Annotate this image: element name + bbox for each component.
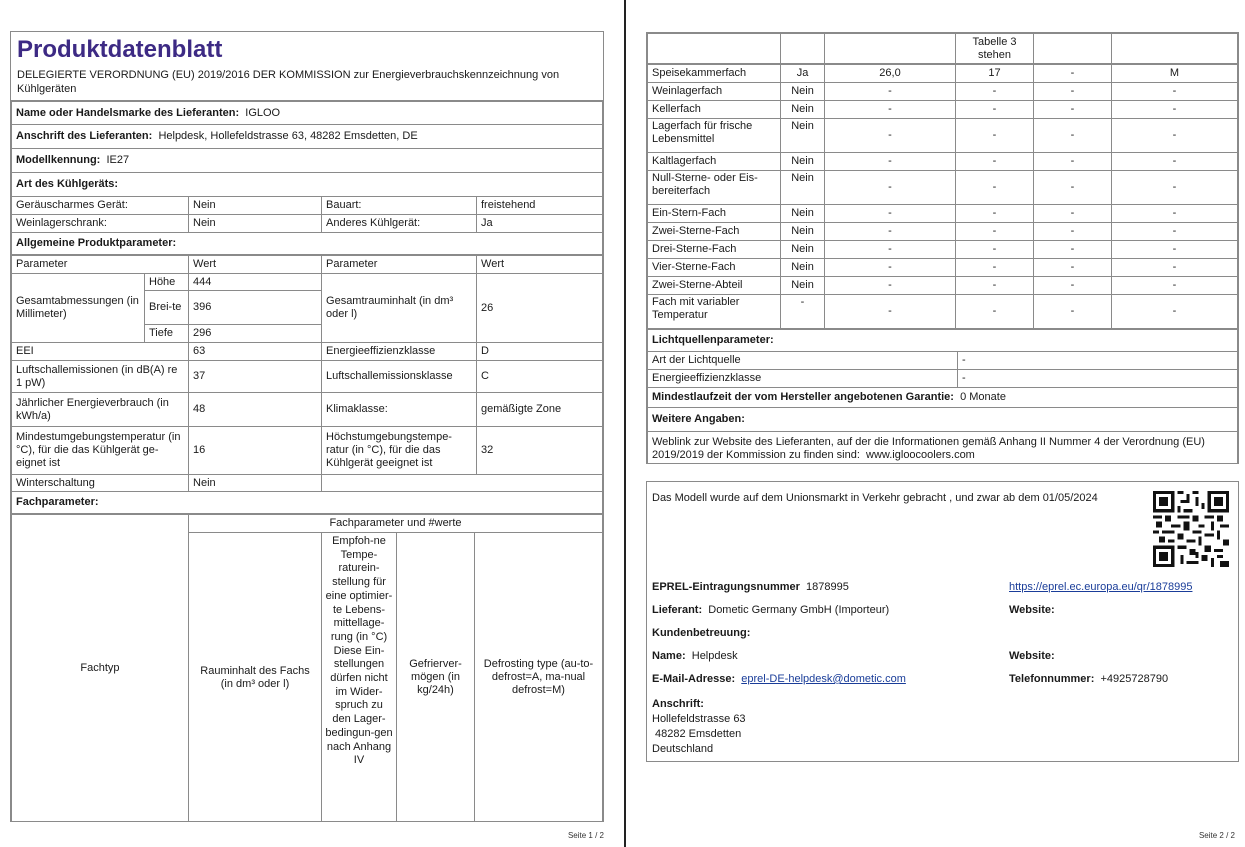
compartment-name: Kaltlagerfach — [648, 153, 781, 171]
more-header: Weitere Angaben: — [648, 408, 1238, 432]
eprel-box — [646, 481, 1239, 762]
lieferant-label: Lieferant: — [652, 604, 703, 616]
kunden-label: Kundenbetreuung: — [652, 627, 751, 639]
compartment-present: Nein — [781, 277, 825, 295]
compartment-defrost: - — [1112, 259, 1238, 277]
name-value: Helpdesk — [691, 650, 738, 662]
eei-value: 63 — [189, 343, 322, 361]
name-label: Name: — [652, 650, 686, 662]
table3-note: Tabelle 3 stehen — [956, 34, 1034, 64]
compartment-row — [648, 223, 1238, 241]
compartment-temp: 17 — [956, 65, 1034, 83]
compartment-row — [648, 259, 1238, 277]
compartment-name: Zwei-Sterne-Fach — [648, 223, 781, 241]
datasheet-frame-page1 — [10, 31, 604, 822]
compartment-row — [648, 153, 1238, 171]
compartment-row — [648, 101, 1238, 119]
compartment-defrost: M — [1112, 65, 1238, 83]
eprel-value: 1878995 — [806, 581, 849, 593]
empf-note: Diese Ein-stellungen dürfen nicht im Wider-spruch zu den Lager-bedingun-gen nach Anhang IV — [325, 644, 393, 767]
compartment-defrost: - — [1112, 205, 1238, 223]
noiseclass-label: Luftschallemissionsklasse — [322, 361, 477, 393]
model-value: IE27 — [106, 154, 130, 166]
compartment-vol: - — [825, 119, 956, 153]
compartment-temp: - — [956, 223, 1034, 241]
compartment-freeze: - — [1034, 223, 1112, 241]
weblink-url: www.igloocoolers.com — [866, 449, 975, 461]
dim-value: 444 — [189, 274, 322, 291]
type-value: Ja — [477, 215, 603, 233]
compartment-temp: - — [956, 119, 1034, 153]
compartment-temp: - — [956, 277, 1034, 295]
page-2 — [626, 0, 1245, 847]
value-header: Wert — [477, 256, 603, 274]
compartment-name: Kellerfach — [648, 101, 781, 119]
dims-label: Gesamtabmessungen (in Millimeter) — [12, 274, 145, 343]
website-label: Website: — [1009, 604, 1055, 616]
empf-temp-header: Empfoh-ne Tempe-raturein-stellung für eine optimier-te Lebens-mittellage-rung (in °C) — [325, 535, 393, 643]
website2-label: Website: — [1009, 650, 1055, 662]
compartment-name: Zwei-Sterne-Abteil — [648, 277, 781, 295]
anschrift-line: Hollefeldstrasse 63 — [652, 713, 746, 725]
compartment-vol: - — [825, 205, 956, 223]
eprel-label: EPREL-Eintragungsnummer — [652, 581, 800, 593]
compartment-row — [648, 241, 1238, 259]
compartment-defrost: - — [1112, 277, 1238, 295]
type-value: Nein — [189, 215, 322, 233]
page-number: Seite 1 / 2 — [567, 831, 604, 840]
compartment-defrost: - — [1112, 223, 1238, 241]
eclass-label: Energieeffizienzklasse — [322, 343, 477, 361]
fachtyp-header: Fachtyp — [12, 515, 189, 823]
compartment-present: Nein — [781, 83, 825, 101]
warranty-value: 0 Monate — [960, 391, 1006, 403]
phone-value: +4925728790 — [1100, 673, 1169, 685]
compartment-freeze: - — [1034, 241, 1112, 259]
compartment-name: Speisekammerfach — [648, 65, 781, 83]
light-header: Lichtquellenparameter: — [648, 330, 1238, 352]
compartment-vol: - — [825, 277, 956, 295]
page-title: Produktdatenblatt — [17, 36, 223, 63]
compartment-row — [648, 65, 1238, 83]
type-label: Anderes Kühlgerät: — [322, 215, 477, 233]
warranty-label: Mindestlaufzeit der vom Hersteller angebotenen Garantie: — [652, 391, 954, 403]
compartment-temp: - — [956, 241, 1034, 259]
winter-label: Winterschaltung — [12, 475, 189, 492]
compartment-header-table — [11, 514, 603, 822]
compartment-defrost: - — [1112, 83, 1238, 101]
supplier-label: Name oder Handelsmarke des Lieferanten: — [16, 106, 240, 119]
type-label: Weinlagerschrank: — [12, 215, 189, 233]
climate-label: Klimaklasse: — [322, 393, 477, 427]
noise-label: Luftschallemissionen (in dB(A) re 1 pW) — [12, 361, 189, 393]
dim-name: Brei-te — [145, 291, 189, 325]
general-params-table — [11, 255, 603, 514]
dim-name: Tiefe — [145, 325, 189, 343]
address-label: Anschrift des Lieferanten: — [16, 130, 153, 142]
type-value: Nein — [189, 197, 322, 215]
compartment-defrost: - — [1112, 101, 1238, 119]
compartment-row — [648, 83, 1238, 101]
noiseclass-value: C — [477, 361, 603, 393]
compartment-temp: - — [956, 205, 1034, 223]
compartment-vol: - — [825, 241, 956, 259]
address-value: Helpdesk, Hollefeldstrasse 63, 48282 Emsdetten, DE — [158, 130, 418, 142]
compartment-freeze: - — [1034, 295, 1112, 329]
dim-value: 296 — [189, 325, 322, 343]
compartment-name: Fach mit variabler Temperatur — [648, 295, 781, 329]
compartment-temp: - — [956, 83, 1034, 101]
noise-value: 37 — [189, 361, 322, 393]
compartment-row — [648, 119, 1238, 153]
compartment-name: Weinlagerfach — [648, 83, 781, 101]
dim-value: 396 — [189, 291, 322, 325]
compartment-row — [648, 277, 1238, 295]
compartment-temp: - — [956, 259, 1034, 277]
compartment-present: Nein — [781, 171, 825, 205]
compartment-temp: - — [956, 295, 1034, 329]
compartment-present: Nein — [781, 223, 825, 241]
volume-label: Gesamtrauminhalt (in dm³ oder l) — [322, 274, 477, 343]
regulation-subtitle: DELEGIERTE VERORDNUNG (EU) 2019/2016 DER KOMMISSION zur Energieverbrauchskennzeichnung von Kühlgeräten — [11, 66, 603, 101]
compartment-vol: - — [825, 223, 956, 241]
compartment-present: Nein — [781, 119, 825, 153]
compartment-present: Nein — [781, 259, 825, 277]
compartment-freeze: - — [1034, 153, 1112, 171]
compartment-defrost: - — [1112, 295, 1238, 329]
eclass-value: D — [477, 343, 603, 361]
light-type-value: - — [958, 352, 1238, 370]
anschrift-label: Anschrift: — [652, 698, 704, 710]
compartment-defrost: - — [1112, 153, 1238, 171]
lieferant-value: Dometic Germany GmbH (Importeur) — [708, 604, 890, 616]
param-header: Parameter — [322, 256, 477, 274]
maxtemp-value: 32 — [477, 427, 603, 475]
compartment-name: Null-Sterne- oder Eis-bereiterfach — [648, 171, 781, 205]
compartment-present: Nein — [781, 241, 825, 259]
weblink-text: Weblink zur Website des Lieferanten, auf der die Informationen gemäß Anhang II Nummer 4 der Verordnung (EU) 2019/2019 der Kommission zu finden sind: — [652, 436, 1205, 461]
compartment-temp: - — [956, 153, 1034, 171]
datasheet-frame-page2 — [646, 32, 1239, 464]
market-text: Das Modell wurde auf dem Unionsmarkt in Verkehr gebracht , und zwar ab dem 01/05/2024 — [652, 492, 1098, 504]
climate-value: gemäßigte Zone — [477, 393, 603, 427]
fach-group-header: Fachparameter und #werte — [189, 515, 603, 533]
eei-label: EEI — [12, 343, 189, 361]
type-label: Geräuscharmes Gerät: — [12, 197, 189, 215]
value-header: Wert — [189, 256, 322, 274]
light-class-value: - — [958, 370, 1238, 388]
compartment-vol: 26,0 — [825, 65, 956, 83]
compartment-freeze: - — [1034, 119, 1112, 153]
winter-value: Nein — [189, 475, 322, 492]
anschrift-line: Deutschland — [652, 743, 714, 755]
defrost-header: Defrosting type (au-to-defrost=A, ma-nual defrost=M) — [475, 533, 603, 823]
compartment-present: - — [781, 295, 825, 329]
light-type-label: Art der Lichtquelle — [648, 352, 958, 370]
phone-label: Telefonnummer: — [1009, 673, 1095, 685]
compartment-vol: - — [825, 171, 956, 205]
general-header: Allgemeine Produktparameter: — [12, 233, 603, 255]
compartment-freeze: - — [1034, 259, 1112, 277]
compartment-rows — [647, 64, 1238, 329]
compartment-name: Vier-Sterne-Fach — [648, 259, 781, 277]
mintemp-label: Mindestumgebungstemperatur (in °C), für die das Kühlgerät ge-eignet ist — [12, 427, 189, 475]
page-number: Seite 2 / 2 — [1198, 831, 1235, 840]
energy-label: Jährlicher Energieverbrauch (in kWh/a) — [12, 393, 189, 427]
model-label: Modellkennung: — [16, 154, 101, 166]
compartment-temp: - — [956, 101, 1034, 119]
rauminhalt-header: Rauminhalt des Fachs (in dm³ oder l) — [189, 533, 322, 823]
type-label: Bauart: — [322, 197, 477, 215]
mintemp-value: 16 — [189, 427, 322, 475]
type-header: Art des Kühlgeräts: — [12, 173, 603, 197]
qr-code-icon[interactable] — [1153, 491, 1229, 567]
compartment-row — [648, 205, 1238, 223]
dim-name: Höhe — [145, 274, 189, 291]
compartment-name: Drei-Sterne-Fach — [648, 241, 781, 259]
supplier-table — [11, 101, 603, 255]
compartment-freeze: - — [1034, 83, 1112, 101]
compartment-freeze: - — [1034, 101, 1112, 119]
compartment-present: Ja — [781, 65, 825, 83]
param-header: Parameter — [12, 256, 189, 274]
fach-header: Fachparameter: — [12, 492, 603, 514]
compartment-vol: - — [825, 259, 956, 277]
compartment-vol: - — [825, 153, 956, 171]
compartment-row — [648, 171, 1238, 205]
compartment-temp: - — [956, 171, 1034, 205]
compartment-present: Nein — [781, 101, 825, 119]
compartment-vol: - — [825, 295, 956, 329]
compartment-name: Lagerfach für frische Lebensmittel — [648, 119, 781, 153]
eprel-link[interactable]: https://eprel.ec.europa.eu/qr/1878995 — [1009, 581, 1193, 593]
compartment-freeze: - — [1034, 171, 1112, 205]
compartment-defrost: - — [1112, 119, 1238, 153]
type-value: freistehend — [477, 197, 603, 215]
compartment-defrost: - — [1112, 241, 1238, 259]
email-link[interactable]: eprel-DE-helpdesk@dometic.com — [741, 673, 906, 685]
maxtemp-label: Höchstumgebungstempe-ratur (in °C), für die das Kühlgerät geeignet ist — [322, 427, 477, 475]
supplier-value: IGLOO — [245, 106, 281, 119]
compartment-freeze: - — [1034, 65, 1112, 83]
compartment-freeze: - — [1034, 205, 1112, 223]
energy-value: 48 — [189, 393, 322, 427]
light-class-label: Energieeffizienzklasse — [648, 370, 958, 388]
compartment-defrost: - — [1112, 171, 1238, 205]
compartment-row — [648, 295, 1238, 329]
light-table — [647, 329, 1238, 464]
compartment-present: Nein — [781, 153, 825, 171]
compartment-name: Ein-Stern-Fach — [648, 205, 781, 223]
compartment-freeze: - — [1034, 277, 1112, 295]
compartment-present: Nein — [781, 205, 825, 223]
compartment-vol: - — [825, 83, 956, 101]
gefrier-header: Gefrierver-mögen (in kg/24h) — [397, 533, 475, 823]
compartment-table — [647, 33, 1238, 64]
compartment-vol: - — [825, 101, 956, 119]
volume-value: 26 — [477, 274, 603, 343]
email-label: E-Mail-Adresse: — [652, 673, 736, 685]
anschrift-line: 48282 Emsdetten — [655, 728, 742, 740]
